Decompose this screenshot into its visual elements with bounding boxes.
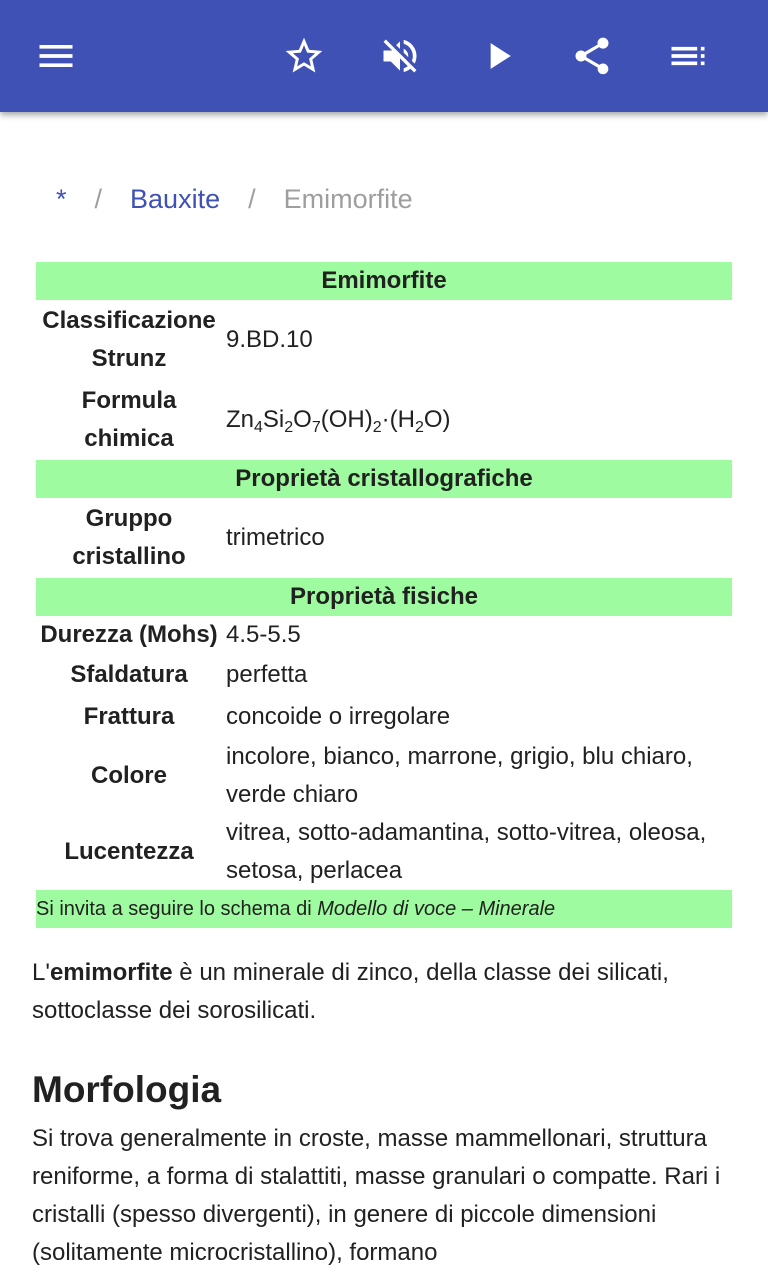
infobox-row-formula	[36, 380, 732, 460]
breadcrumb-home-link[interactable]: *	[56, 184, 67, 214]
formula-part: O	[293, 406, 312, 433]
volume-off-icon	[378, 34, 422, 78]
fracture-value: concoide o irregolare	[226, 703, 451, 730]
formula-subscript: 4	[254, 419, 263, 436]
infobox-title-row	[36, 262, 732, 300]
infobox-row-classification	[36, 300, 732, 380]
breadcrumb-current: Emimorfite	[283, 184, 413, 214]
breadcrumb-separator: /	[248, 184, 256, 214]
section-physical: Proprietà fisiche	[36, 578, 732, 616]
morfologia-heading: Morfologia	[32, 1069, 222, 1110]
play-button[interactable]	[470, 28, 526, 84]
toc-icon	[666, 34, 710, 78]
breadcrumb	[56, 182, 413, 216]
fracture-label: Frattura	[83, 703, 175, 730]
app-toolbar	[0, 0, 768, 112]
formula-part: (OH)	[320, 406, 373, 433]
morfologia-paragraph: Si trova generalmente in croste, masse mammellonari, struttura reniforme, a forma di stalattiti, masse granulari o compatte. Rari i cristalli (spesso divergenti), in genere di piccole dimensioni (solitamente microcristallino), formano	[32, 1125, 721, 1266]
luster-value: vitrea, sotto-adamantina, sotto-vitrea, oleosa, setosa, perlacea	[226, 819, 707, 884]
footer-template-link[interactable]: Modello di voce – Minerale	[317, 898, 556, 920]
formula-part: O)	[423, 406, 451, 433]
cleavage-value: perfetta	[226, 661, 308, 688]
table-of-contents-button[interactable]	[660, 28, 716, 84]
classification-value: 9.BD.10	[226, 326, 313, 353]
breadcrumb-parent-link[interactable]: Bauxite	[130, 184, 221, 214]
color-value: incolore, bianco, marrone, grigio, blu chiaro, verde chiaro	[226, 743, 693, 808]
mineral-infobox	[36, 262, 732, 928]
formula-value	[222, 380, 732, 460]
classification-label: Classificazione Strunz	[42, 307, 216, 372]
infobox-row-fracture	[36, 696, 732, 738]
play-icon	[476, 34, 520, 78]
infobox-title: Emimorfite	[36, 262, 732, 300]
infobox-footer-row	[36, 890, 732, 928]
infobox-row-luster	[36, 814, 732, 890]
hardness-label: Durezza (Mohs)	[40, 621, 218, 648]
formula-subscript: 2	[372, 419, 382, 436]
intro-paragraph	[32, 954, 732, 1030]
crystal-group-value: trimetrico	[226, 524, 325, 551]
formula-part: ·(H	[381, 406, 415, 433]
formula-part: Si	[262, 406, 285, 433]
star-icon	[282, 34, 326, 78]
crystal-group-label: Gruppo cristallino	[72, 505, 186, 570]
mute-button[interactable]	[372, 28, 428, 84]
breadcrumb-separator: /	[94, 184, 103, 214]
menu-button[interactable]	[28, 28, 84, 84]
menu-icon	[34, 34, 78, 78]
intro-prefix: L'	[32, 959, 50, 986]
favorite-button[interactable]	[276, 28, 332, 84]
formula-subscript: 7	[311, 419, 321, 436]
footer-text: Si invita a seguire lo schema di	[36, 898, 318, 920]
infobox-section-row	[36, 460, 732, 498]
cleavage-label: Sfaldatura	[70, 661, 188, 688]
hardness-value: 4.5-5.5	[226, 621, 301, 648]
formula-part: Zn	[226, 406, 255, 433]
formula-subscript: 2	[414, 419, 424, 436]
infobox-row-color	[36, 738, 732, 814]
infobox-row-hardness	[36, 616, 732, 654]
share-icon	[570, 34, 614, 78]
luster-label: Lucentezza	[64, 838, 194, 865]
intro-bold-term: emimorfite	[49, 959, 173, 986]
formula-subscript: 2	[284, 419, 294, 436]
color-label: Colore	[90, 762, 167, 789]
article-content	[0, 112, 768, 1280]
section-crystallographic: Proprietà cristallografiche	[36, 460, 732, 498]
infobox-row-cleavage	[36, 654, 732, 696]
share-button[interactable]	[564, 28, 620, 84]
infobox-row-crystal-group	[36, 498, 732, 578]
intro-text: è un minerale di zinco, della classe dei silicati, sottoclasse dei sorosilicati.	[32, 959, 669, 1024]
infobox-section-row	[36, 578, 732, 616]
formula-label: Formula chimica	[81, 387, 177, 452]
infobox-footer	[36, 890, 732, 928]
